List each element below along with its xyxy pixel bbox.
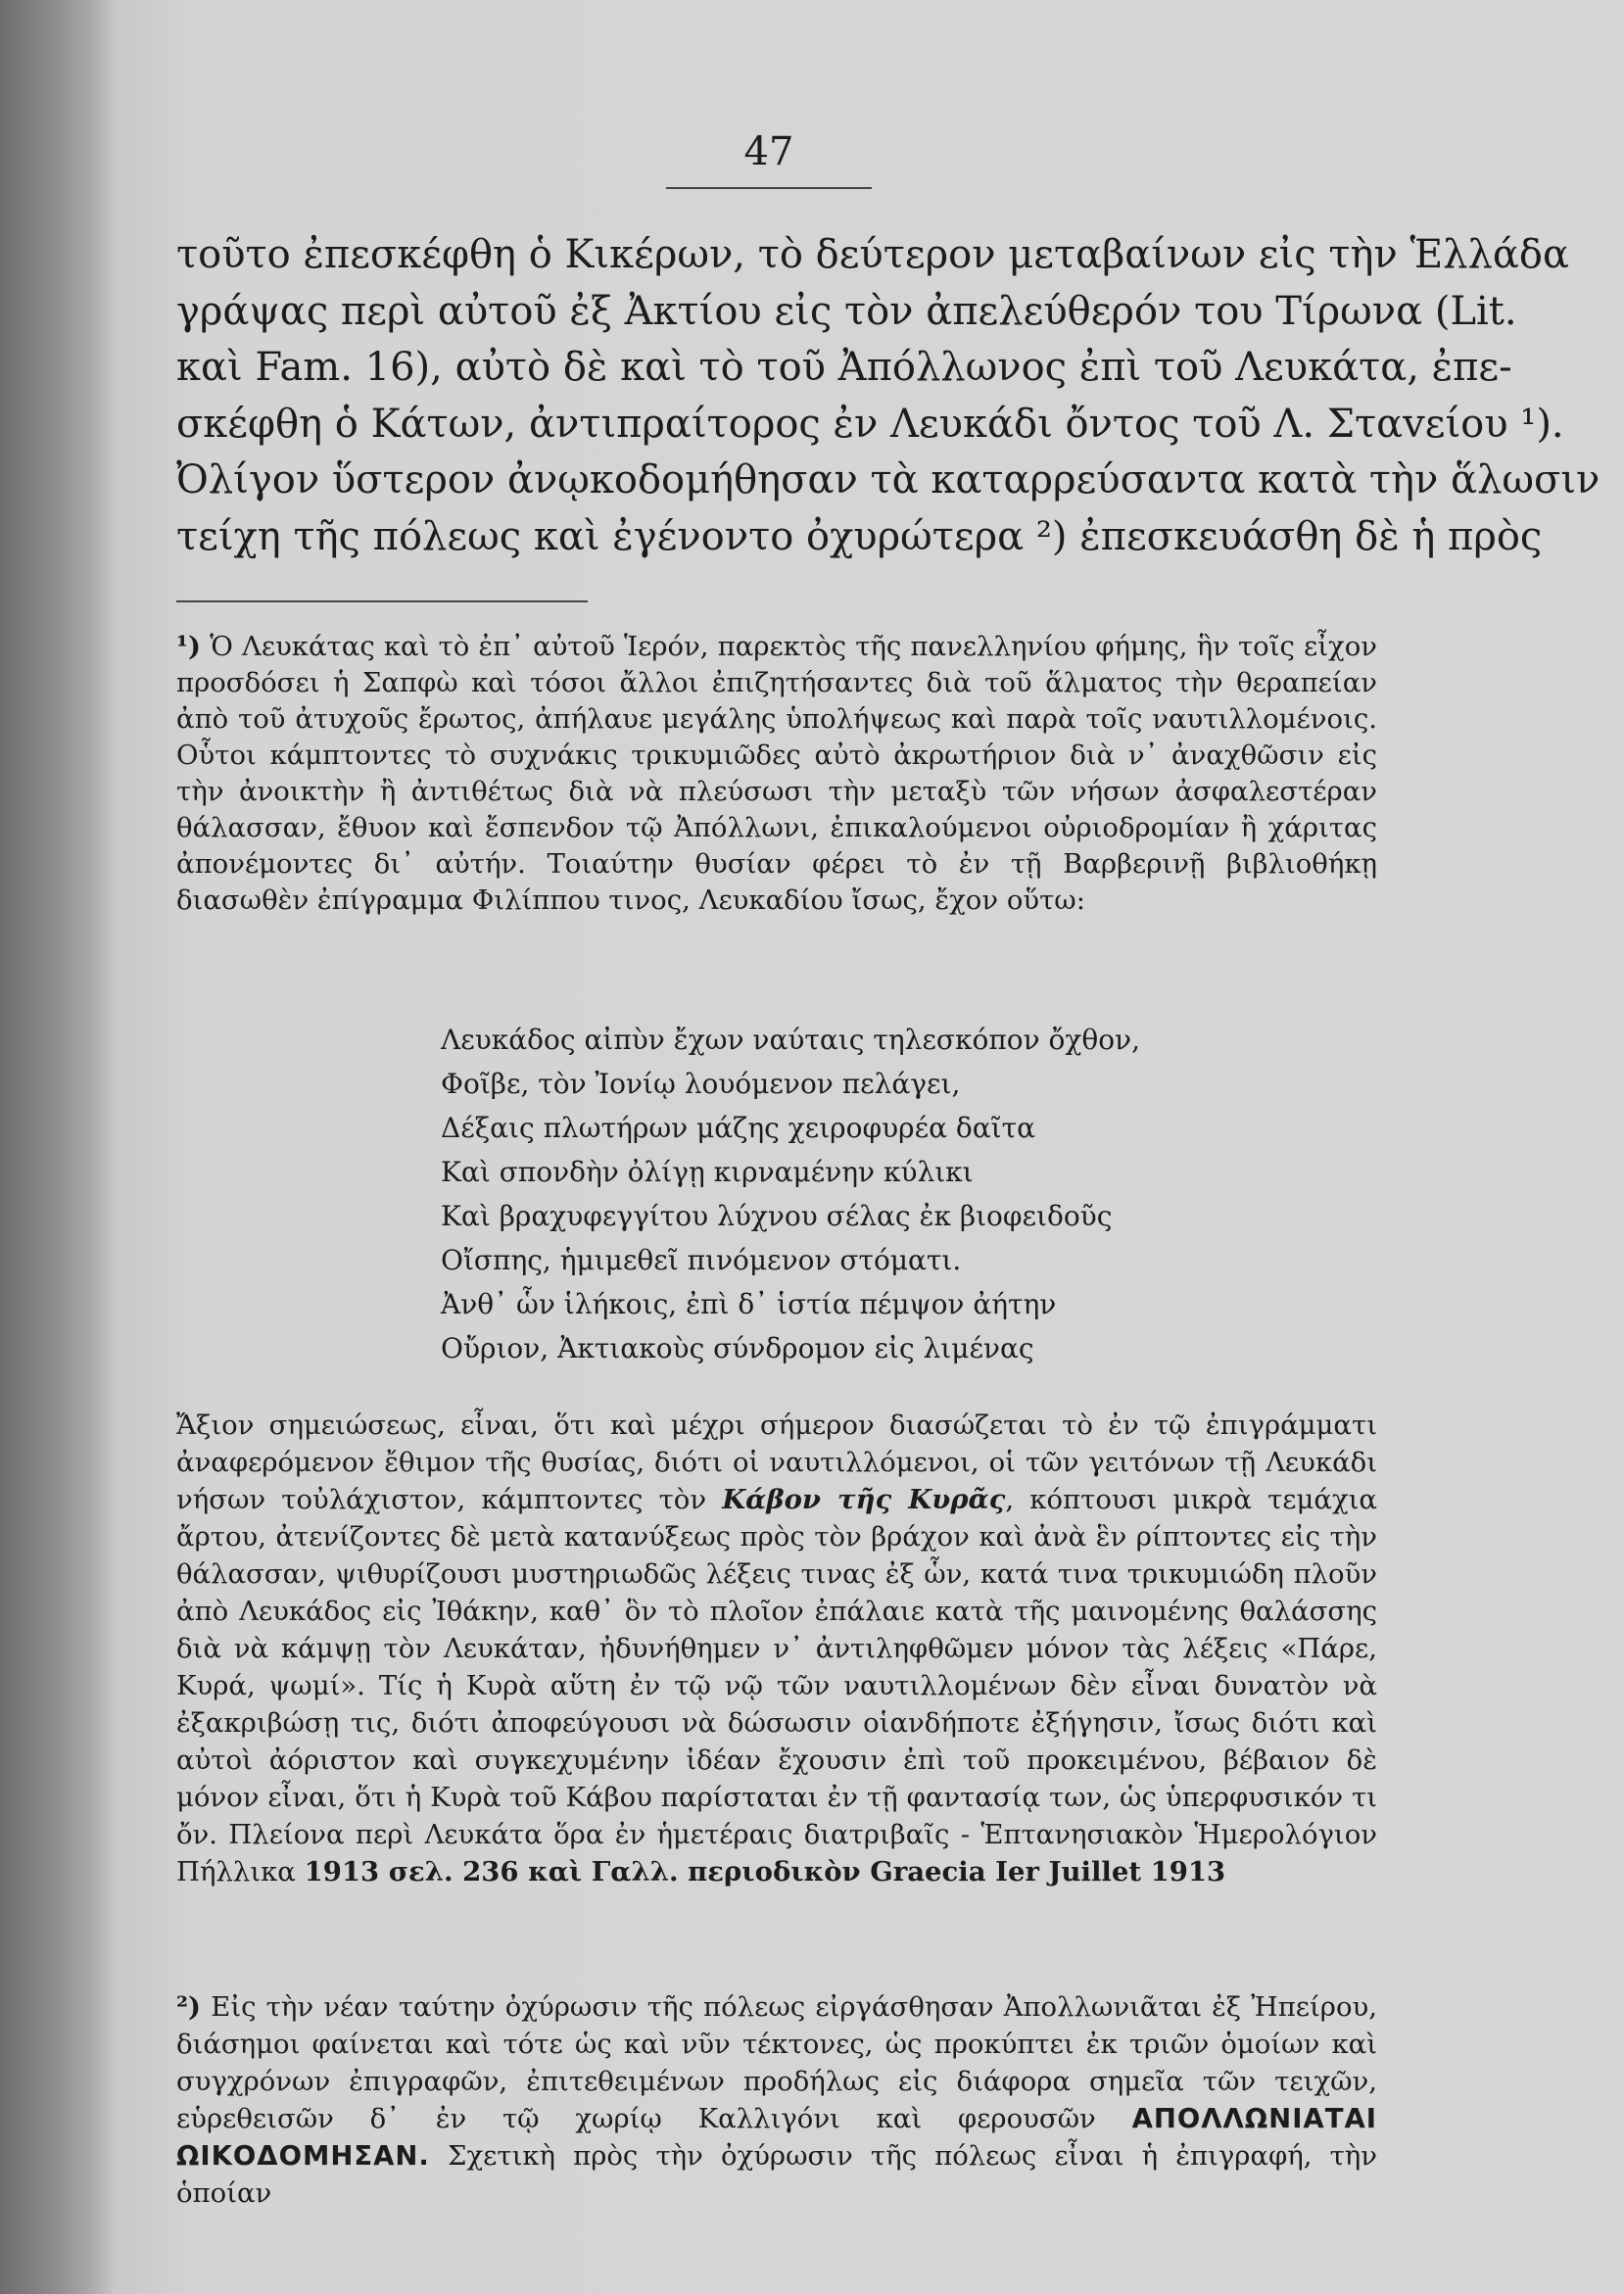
commentary-emphasis: Κάβον τῆς Κυρᾶς — [722, 1484, 1006, 1515]
footnote-divider — [176, 600, 588, 602]
footnote-1 — [176, 629, 1377, 919]
poem-verse: Λευκάδος αἰπὺν ἔχων ναύταις τηλεσκόπον ὄχθον, — [441, 1024, 1140, 1056]
footnote-text: Εἰς τὴν νέαν ταύτην ὀχύρωσιν τῆς πόλεως εἰργάσθησαν Ἀπολλωνιᾶται ἐξ Ἠπείρου, διάσημοι φαίνεται καὶ τότε ὡς καὶ νῦν τέκτονες, ὡς προκύπτει ἐκ τριῶν ὁμοίων καὶ συγχρόνων ἐπιγραφῶν, ἐπιτεθειμένων προδήλως εἰς διάφορα σημεῖα τῶν τειχῶν, εὑρεθεισῶν δ᾽ ἐν τῷ χωρίῳ Καλλιγόνι καὶ φερουσῶν — [176, 1991, 1377, 2134]
footnote-text-end: Σχετικὴ πρὸς τὴν ὀχύρωσιν τῆς πόλεως εἶναι ἡ ἐπιγραφή, τὴν ὁποίαν — [176, 2140, 1377, 2209]
footnote-marker: ²) — [176, 1991, 202, 2023]
main-text-line: γράψας περὶ αὐτοῦ ἐξ Ἀκτίου εἰς τὸν ἀπελεύθερόν του Τίρωνα (Lit. — [176, 288, 1517, 334]
main-text-line: σκέφθη ὁ Κάτων, ἀντιπραίτορος ἐν Λευκάδι ὄντος τοῦ Λ. Σταvείου ¹). — [176, 401, 1564, 447]
poem-verse: Οἴσπης, ἡμιμεθεῖ πινόμενον στόματι. — [441, 1244, 962, 1276]
main-text-line: τοῦτο ἐπεσκέφθη ὁ Κικέρων, τὸ δεύτερον μεταβαίνων εἰς τὴν Ἑλλάδα — [176, 232, 1569, 277]
footnote-2 — [176, 1988, 1377, 2212]
page-number: 47 — [666, 132, 872, 189]
commentary-citation: 1913 σελ. 236 καὶ Γαλλ. περιοδικὸν Graecia Ier Juillet 1913 — [304, 1856, 1226, 1888]
footnote-1-commentary — [176, 1407, 1377, 1890]
main-text-line: Ὀλίγον ὕστερον ἀνῳκοδομήθησαν τὰ καταρρεύσαντα κατὰ τὴν ἅλωσιν — [176, 457, 1600, 502]
main-text-line: καὶ Fam. 16), αὐτὸ δὲ καὶ τὸ τοῦ Ἀπόλλωνος ἐπὶ τοῦ Λευκάτα, ἐπε- — [176, 345, 1512, 390]
poem-verse: Δέξαις πλωτήρων μάζης χειροφυρέα δαῖτα — [441, 1112, 1036, 1144]
inscription-text: ΑΠΟΛΛΩΝΙΑΤΑΙ ΩΙΚΟΔΟΜΗΣΑΝ. — [176, 2103, 1377, 2172]
main-text-line: τείχη τῆς πόλεως καὶ ἐγένοντο ὀχυρώτερα ²) ἐπεσκευάσθη δὲ ἡ πρὸς — [176, 513, 1543, 559]
poem-verse: Καὶ σπονδὴν ὀλίγῃ κιρναμένην κύλικι — [441, 1156, 974, 1188]
book-spine-shadow — [0, 0, 113, 2294]
commentary-text: Ἄξιον σημειώσεως, εἶναι, ὅτι καὶ μέχρι σήμερον διασώζεται τὸ ἐν τῷ ἐπιγράμματι ἀναφερόμενον ἔθιμον τῆς θυσίας, διότι οἱ ναυτιλλόμενοι, οἱ τῶν γειτόνων τῇ Λευκάδι νήσων τοὐλάχιστον, κάμπτοντες τὸν — [176, 1410, 1377, 1515]
poem-verse: Ἀνθ᾽ ὧν ἱλήκοις, ἐπὶ δ᾽ ἱστία πέμψον ἀήτην — [441, 1288, 1057, 1320]
commentary-text: , κόπτουσι μικρὰ τεμάχια ἄρτου, ἀτενίζοντες δὲ μετὰ κατανύξεως πρὸς τὸν βράχον καὶ ἀνὰ ἓν ρίπτοντες εἰς τὴν θάλασσαν, ψιθυρίζουσι μυστηριωδῶς λέξεις τινας ἐξ ὧν, κατά τινα τρικυμιώδη πλοῦν ἀπὸ Λευκάδος εἰς Ἰθάκην, καθ᾽ ὃν τὸ πλοῖον ἐπάλαιε κατὰ τῆς μαινομένης θαλάσσης διὰ νὰ κάμψῃ τὸν Λευκάταν, ἠδυνήθημεν ν᾽ ἀντιληφθῶμεν μόνον τὰς λέξεις «Πάρε, Κυρά, ψωμί». Τίς ἡ Κυρὰ αὕτη ἐν τῷ νῷ τῶν ναυτιλλομένων δὲν εἶναι δυνατὸν νὰ ἐξακριβώσῃ τις, διότι ἀποφεύγουσι νὰ δώσωσιν οἱανδήποτε ἐξήγησιν, ἴσως διότι καὶ αὐτοὶ ἀόριστον καὶ συγκεχυμένην ἰδέαν ἔχουσιν ἐπὶ τοῦ προκειμένου, βέβαιον δὲ μόνον εἶναι, ὅτι ἡ Κυρὰ τοῦ Κάβου παρίσταται ἐν τῇ φαντασίᾳ των, ὡς ὑπερφυσικόν τι ὄν. Πλείονα περὶ Λευκάτα ὅρα ἐν ἡμετέραις διατριβαῖς - Ἑπτανησιακὸν Ἡμερολόγιον Πήλλικα — [176, 1484, 1377, 1888]
poem-verse: Καὶ βραχυφεγγίτου λύχνου σέλας ἐκ βιοφειδοῦς — [441, 1200, 1113, 1232]
poem-verse: Φοῖβε, τὸν Ἰονίῳ λουόμενον πελάγει, — [441, 1068, 961, 1100]
epigram-poem — [441, 1018, 1224, 1370]
footnote-marker: ¹) — [176, 631, 202, 662]
poem-verse: Οὔριον, Ἀκτιακοὺς σύνδρομον εἰς λιμένας — [441, 1332, 1034, 1364]
main-paragraph — [176, 227, 1600, 565]
footnote-text: Ὁ Λευκάτας καὶ τὸ ἐπ᾽ αὐτοῦ Ἱερόν, παρεκτὸς τῆς πανελληνίου φήμης, ἣν τοῖς εἶχον προσδόσει ἡ Σαπφὼ καὶ τόσοι ἄλλοι ἐπιζητήσαντες διὰ τοῦ ἅλματος τὴν θεραπείαν ἀπὸ τοῦ ἀτυχοῦς ἔρωτος, ἀπήλαυε μεγάλης ὑπολήψεως καὶ παρὰ τοῖς ναυτιλλομένοις. Οὗτοι κάμπτοντες τὸ συχνάκις τρικυμιῶδες αὐτὸ ἀκρωτήριον διὰ ν᾽ ἀναχθῶσιν εἰς τὴν ἀνοικτὴν ἢ ἀντιθέτως διὰ νὰ πλεύσωσι τὴν μεταξὺ τῶν νήσων ἀσφαλεστέραν θάλασσαν, ἔθυον καὶ ἔσπενδον τῷ Ἀπόλλωνι, ἐπικαλούμενοι οὐριοδρομίαν ἢ χάριτας ἀπονέμοντες δι᾽ αὐτήν. Τοιαύτην θυσίαν φέρει τὸ ἐν τῇ Βαρβερινῇ βιβλιοθήκῃ διασωθὲν ἐπίγραμμα Φιλίππου τινος, Λευκαδίου ἴσως, ἔχον οὕτω: — [176, 631, 1377, 916]
